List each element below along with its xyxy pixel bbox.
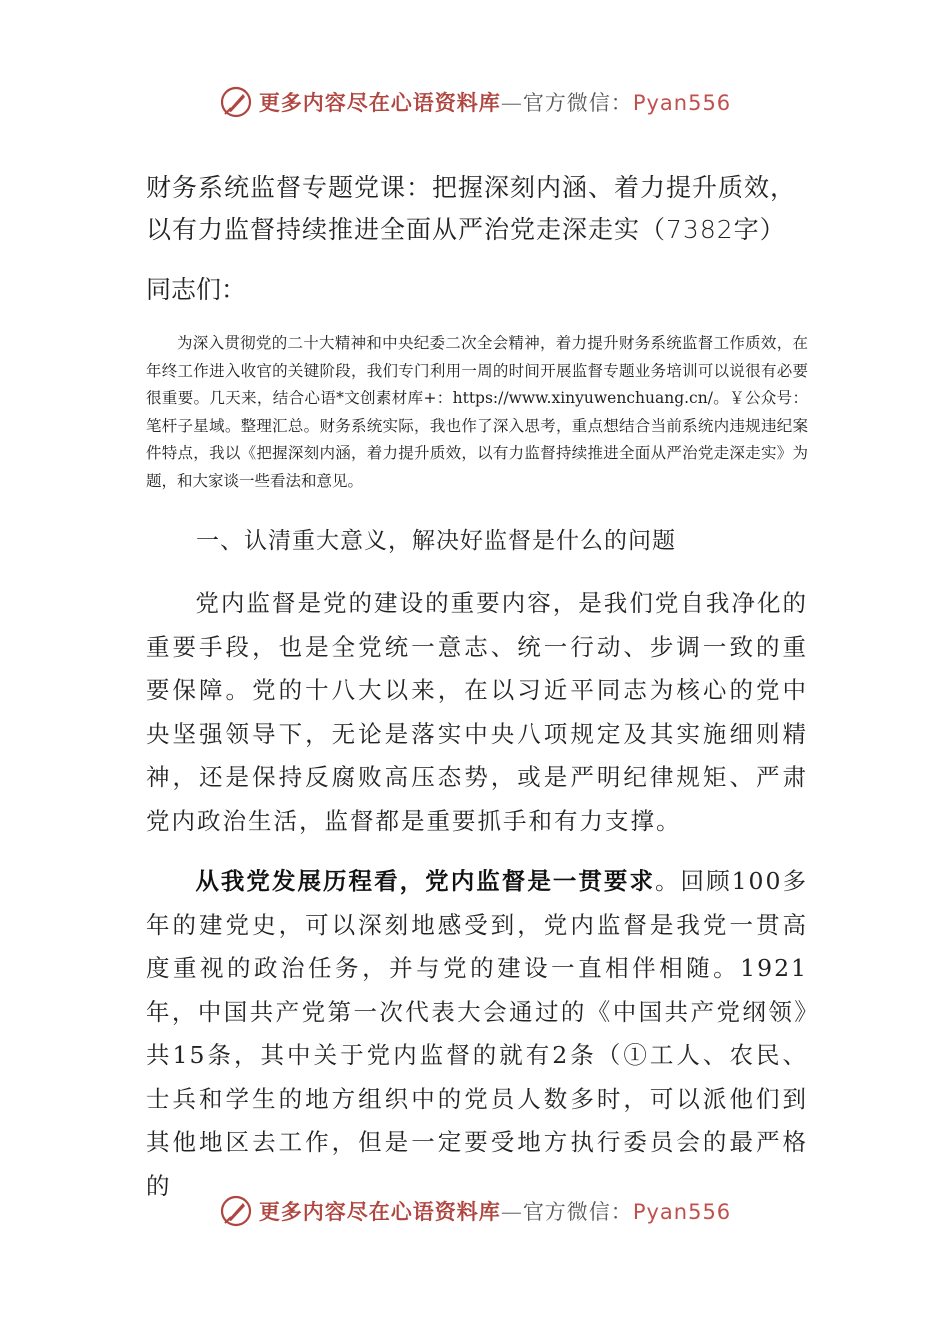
body-paragraph-1: 党内监督是党的建设的重要内容，是我们党自我净化的重要手段，也是全党统一意志、统一行动、步调一致的重要保障。党的十八大以来，在以习近平同志为核心的党中央坚强领导下，无论是落实中央八项规定及其实施细则精神，还是保持反腐败高压态势，或是严明纪律规矩、严肃党内政治生活，监督都是重要抓手和有力支撑。	[146, 589, 808, 835]
paragraph-lead-bold: 从我党发展历程看，党内监督是一贯要求	[195, 867, 655, 895]
header-watermark-banner	[0, 82, 950, 122]
quill-logo-icon	[219, 1194, 253, 1228]
footer-watermark-banner	[0, 1191, 950, 1231]
title-line-2: 以有力监督持续推进全面从严治党走深走实（7382字）	[146, 215, 786, 244]
banner-text: 更多内容尽在心语资料库—官方微信：Pyan556	[258, 1199, 732, 1224]
title-line-1: 财务系统监督专题党课：把握深刻内涵、着力提升质效，	[146, 173, 797, 202]
body-paragraph-2	[146, 860, 808, 1208]
banner-text: 更多内容尽在心语资料库—官方微信：Pyan556	[258, 90, 732, 115]
section-heading-1: 一、认清重大意义，解决好监督是什么的问题	[196, 528, 676, 554]
quill-logo-icon	[219, 85, 253, 119]
document-title	[146, 167, 826, 251]
salutation: 同志们：	[146, 275, 247, 304]
paragraph-body: 。回顾100多年的建党史，可以深刻地感受到，党内监督是我党一贯高度重视的政治任务，并与党的建设一直相伴相随。1921年，中国共产党第一次代表大会通过的《中国共产党纲领》共15条，其中关于党内监督的就有2条（①工人、农民、士兵和学生的地方组织中的党员人数多时，可以派他们到其他地区去工作，但是一定要受地方执行委员会的最严格的	[146, 867, 808, 1200]
intro-paragraph: 为深入贯彻党的二十大精神和中央纪委二次全会精神，着力提升财务系统监督工作质效，在年终工作进入收官的关键阶段，我们专门利用一周的时间开展监督专题业务培训可以说很有必要很重要。几天来，结合心语*文创素材库+：https://www.xinyuwenchuang.cn/。￥公众号：笔杆子星域。整理汇总。财务系统实际，我也作了深入思考，重点想结合当前系统内违规违纪案件特点，我以《把握深刻内涵，着力提升质效，以有力监督持续推进全面从严治党走深走实》为题，和大家谈一些看法和意见。	[146, 334, 808, 490]
